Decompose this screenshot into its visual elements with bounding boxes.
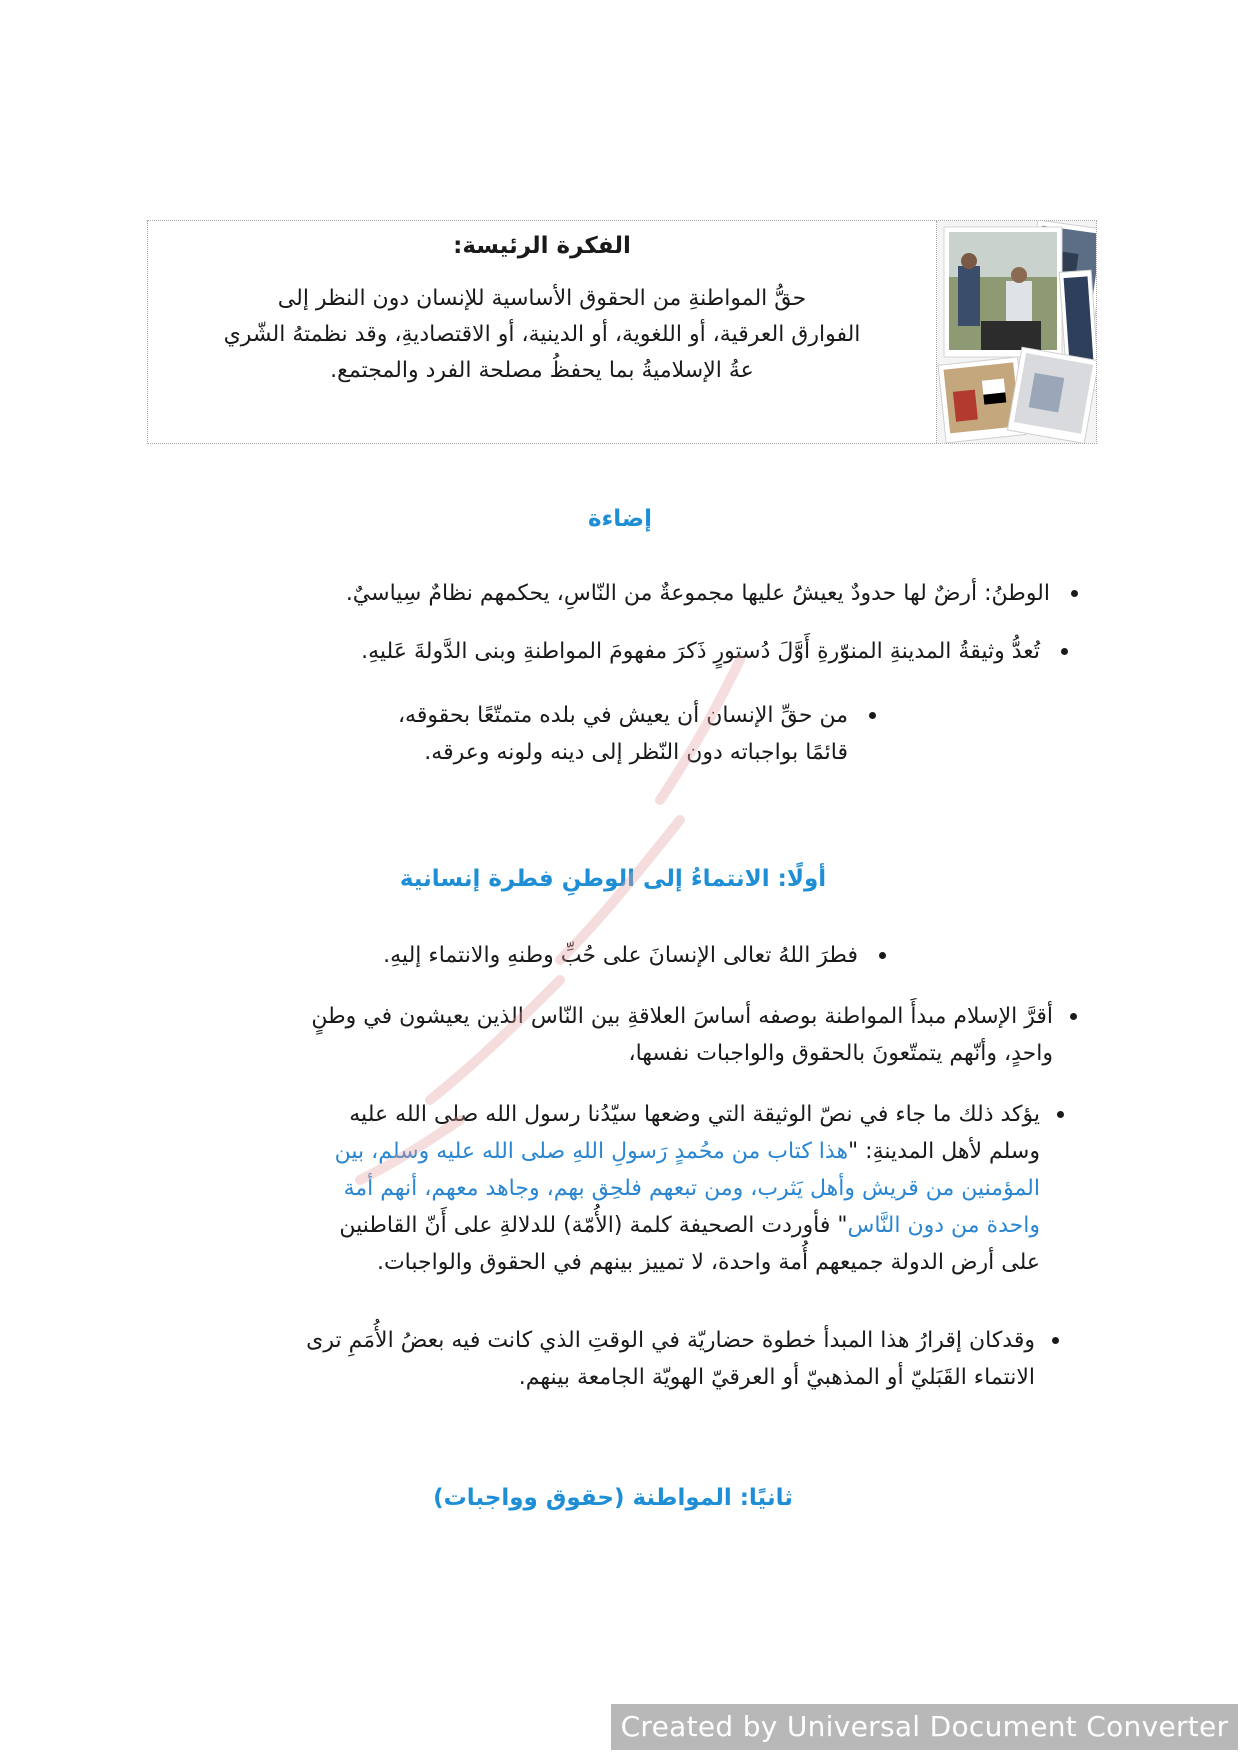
- bullet-icon: [1057, 1111, 1064, 1118]
- main-idea-line: عةُ الإسلاميةُ بما يحفظُ مصلحة الفرد والمجتمع.: [330, 358, 754, 383]
- main-idea-text: [148, 221, 936, 443]
- bullet-icon: [1052, 1337, 1059, 1344]
- bullet-icon: [1061, 648, 1068, 655]
- bullet-text: وقدكان إقرارُ هذا المبدأ خطوة حضاريّة في الوقتِ الذي كانت فيه بعضُ الأُمَمِ ترى: [306, 1328, 1035, 1353]
- bullet-text: تُعدُّ وثيقةُ المدينةِ المنوّرةِ أَوَّلَ دُستورٍ ذَكرَ مفهومَ المواطنةِ وبنى الدَّولةَ عَليهِ.: [361, 639, 1040, 664]
- bullet-text: " فأوردت الصحيفة كلمة (الأُمّة) للدلالةِ على أَنّ القاطنين: [339, 1213, 848, 1238]
- bullet-text: قائمًا بواجباته دون النّظر إلى دينه ولونه وعرقه.: [424, 740, 848, 765]
- main-idea-body: [162, 281, 922, 389]
- bullet-text: من حقِّ الإنسان أن يعيش في بلده متمتّعًا بحقوقه،: [397, 703, 848, 728]
- bullet-text: واحدٍ، وأنّهم يتمتّعونَ بالحقوق والواجبات نفسها،: [628, 1041, 1053, 1066]
- section1-bullet-3-quote: [150, 1096, 1040, 1281]
- idaa-bullet-2: [160, 633, 1040, 670]
- section1-bullet-1: [258, 937, 858, 974]
- bullet-text: الانتماء القَبَليّ أو المذهبيّ أو العرقيّ الهويّة الجامعة بينهم.: [518, 1365, 1035, 1390]
- main-idea-photo-collage: [936, 221, 1096, 443]
- main-idea-box: [147, 220, 1097, 444]
- bullet-icon: [869, 712, 876, 719]
- bullet-icon: [879, 952, 886, 959]
- idaa-bullet-3: [288, 697, 848, 771]
- bullet-text: على أرض الدولة جميعهم أُمة واحدة، لا تمييز بينهم في الحقوق والواجبات.: [376, 1250, 1040, 1275]
- idaa-bullet-1: [170, 575, 1050, 612]
- section2-heading: ثانيًا: المواطنة (حقوق وواجبات): [433, 1485, 793, 1511]
- bullet-text: أقرَّ الإسلام مبدأَ المواطنة بوصفه أساسَ العلاقةِ بين النّاس الذين يعيشون في وطنٍ: [311, 1004, 1053, 1029]
- hadith-quote-text: واحدة من دون النَّاس: [847, 1213, 1040, 1238]
- bullet-text: وسلم لأهل المدينةِ: ": [848, 1139, 1040, 1164]
- section1-heading: أولًا: الانتماءُ إلى الوطنِ فطرة إنسانية: [399, 866, 827, 892]
- hadith-quote-text: المؤمنين من قريش وأهل يَثرب، ومن تبعهم فلحِق بهم، وجاهد معهم، أنهم أمة: [343, 1176, 1040, 1201]
- bullet-icon: [1070, 1013, 1077, 1020]
- bullet-text: يؤكد ذلك ما جاء في نصّ الوثيقة التي وضعها سيّدُنا رسول الله صلى الله عليه: [349, 1102, 1040, 1127]
- hadith-quote-text: هذا كتاب من محُمدٍ رَسولِ اللهِ صلى الله عليه وسلم، بين: [334, 1139, 849, 1164]
- bullet-text: فطرَ اللهُ تعالى الإنسانَ على حُبِّ وطنهِ والانتماء إليهِ.: [383, 943, 858, 968]
- photo-collage-image: [936, 221, 1096, 443]
- bullet-text: الوطنُ: أرضٌ لها حدودٌ يعيشُ عليها مجموعةٌ من النّاسِ، يحكمهم نظامٌ سِياسيٌ.: [345, 581, 1050, 606]
- idaa-heading: إضاءة: [587, 506, 653, 532]
- main-idea-title: الفكرة الرئيسة:: [453, 233, 631, 259]
- bullet-icon: [1071, 590, 1078, 597]
- main-idea-line: حقُّ المواطنةِ من الحقوق الأساسية للإنسان دون النظر إلى: [277, 286, 807, 311]
- section1-bullet-4: [135, 1322, 1035, 1396]
- section1-bullet-2: [148, 998, 1053, 1072]
- converter-watermark-badge: Created by Universal Document Converter: [611, 1704, 1238, 1750]
- main-idea-line: الفوارق العرقية، أو اللغوية، أو الدينية، أو الاقتصاديةِ، وقد نظمتهُ الشّري: [223, 322, 861, 347]
